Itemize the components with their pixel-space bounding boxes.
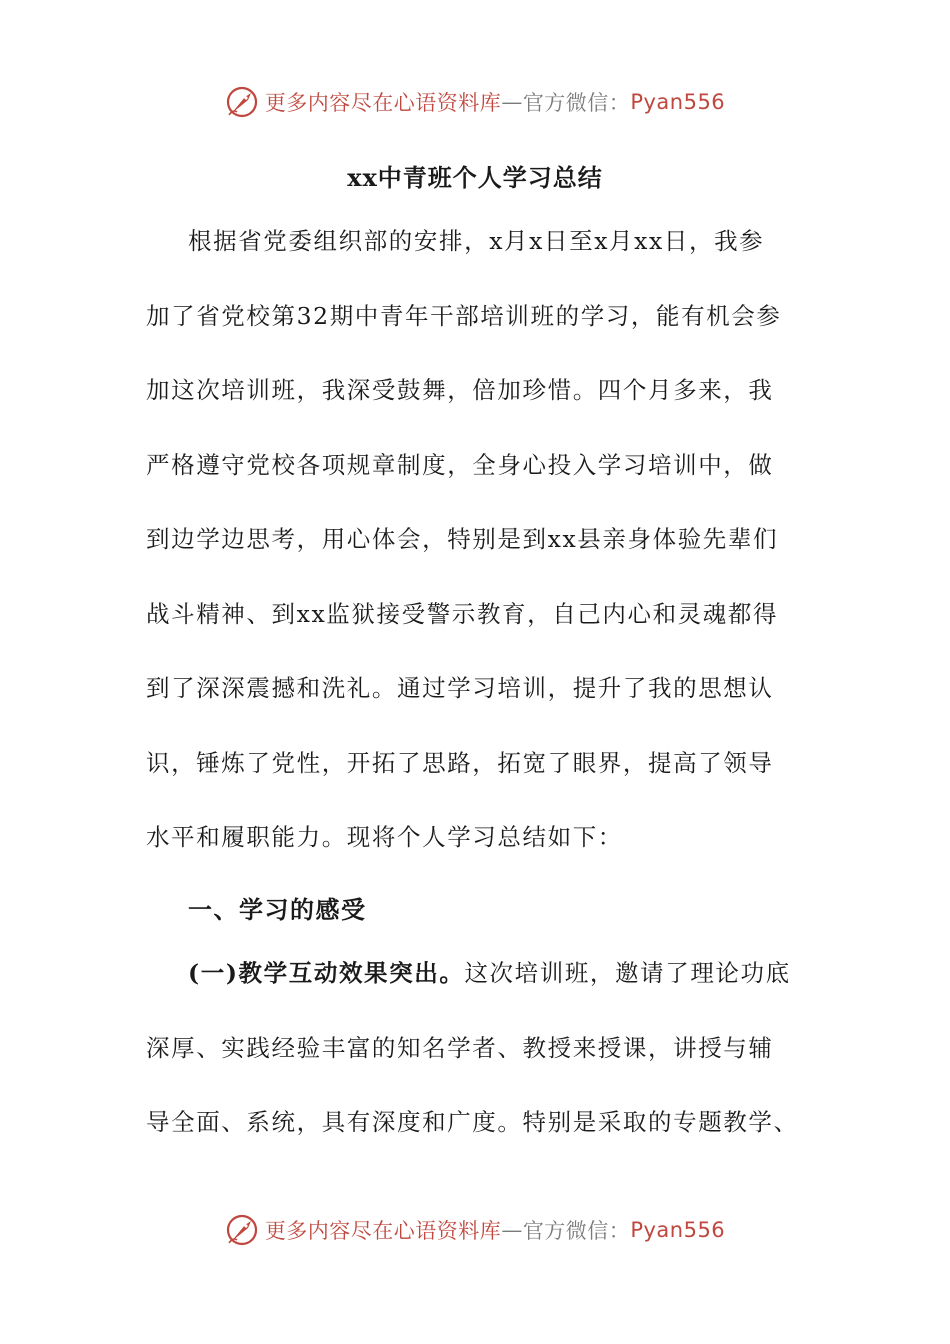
text-line: 导全面、系统，具有深度和广度。特别是采取的专题教学、 [146,1108,799,1136]
pen-nib-circle-icon [225,1213,259,1247]
banner-separator: — [501,1218,523,1242]
subsection-lead: (一)教学互动效果突出。 [188,959,465,987]
footer-banner [0,1210,950,1250]
banner-wechat-label: 官方微信： [522,1219,631,1243]
pen-nib-circle-icon [225,85,259,119]
banner-main-text: 更多内容尽在心语资料库 [264,1219,502,1243]
intro-paragraph [146,226,800,897]
document-title: xx中青班个人学习总结 [347,163,603,192]
text-line [146,958,800,1033]
text-line: 加这次培训班，我深受鼓舞，倍加珍惜。四个月多来，我 [146,376,774,404]
header-banner [0,82,950,122]
banner-wechat-id: Pyan556 [630,90,726,114]
text-line: 战斗精神、到xx监狱接受警示教育，自己内心和灵魂都得 [146,599,779,628]
subsection-paragraph [146,958,800,1182]
text-line: 深厚、实践经验丰富的知名学者、教授来授课，讲授与辅 [146,1033,774,1062]
banner-main-text: 更多内容尽在心语资料库 [264,91,502,115]
text-line: 根据省党委组织部的安排，x月x日至x月xx日，我参 [188,227,765,255]
text-line: 水平和履职能力。现将个人学习总结如下： [146,823,623,851]
text-line: 加了省党校第32期中青年干部培训班的学习，能有机会参 [146,301,782,330]
text-line: 严格遵守党校各项规章制度，全身心投入学习培训中，做 [146,450,774,479]
banner-wechat-id: Pyan556 [630,1218,726,1242]
section-heading: 一、学习的感受 [188,895,367,924]
banner-separator: — [501,90,523,114]
text-line: 识，锤炼了党性，开拓了思路，拓宽了眼界，提高了领导 [146,748,774,777]
text-line: 到了深深震撼和洗礼。通过学习培训，提升了我的思想认 [146,674,774,702]
subsection-text: 这次培训班，邀请了理论功底 [464,959,791,987]
banner-wechat-label: 官方微信： [522,91,631,115]
text-line: 到边学边思考，用心体会，特别是到xx县亲身体验先辈们 [146,525,779,553]
